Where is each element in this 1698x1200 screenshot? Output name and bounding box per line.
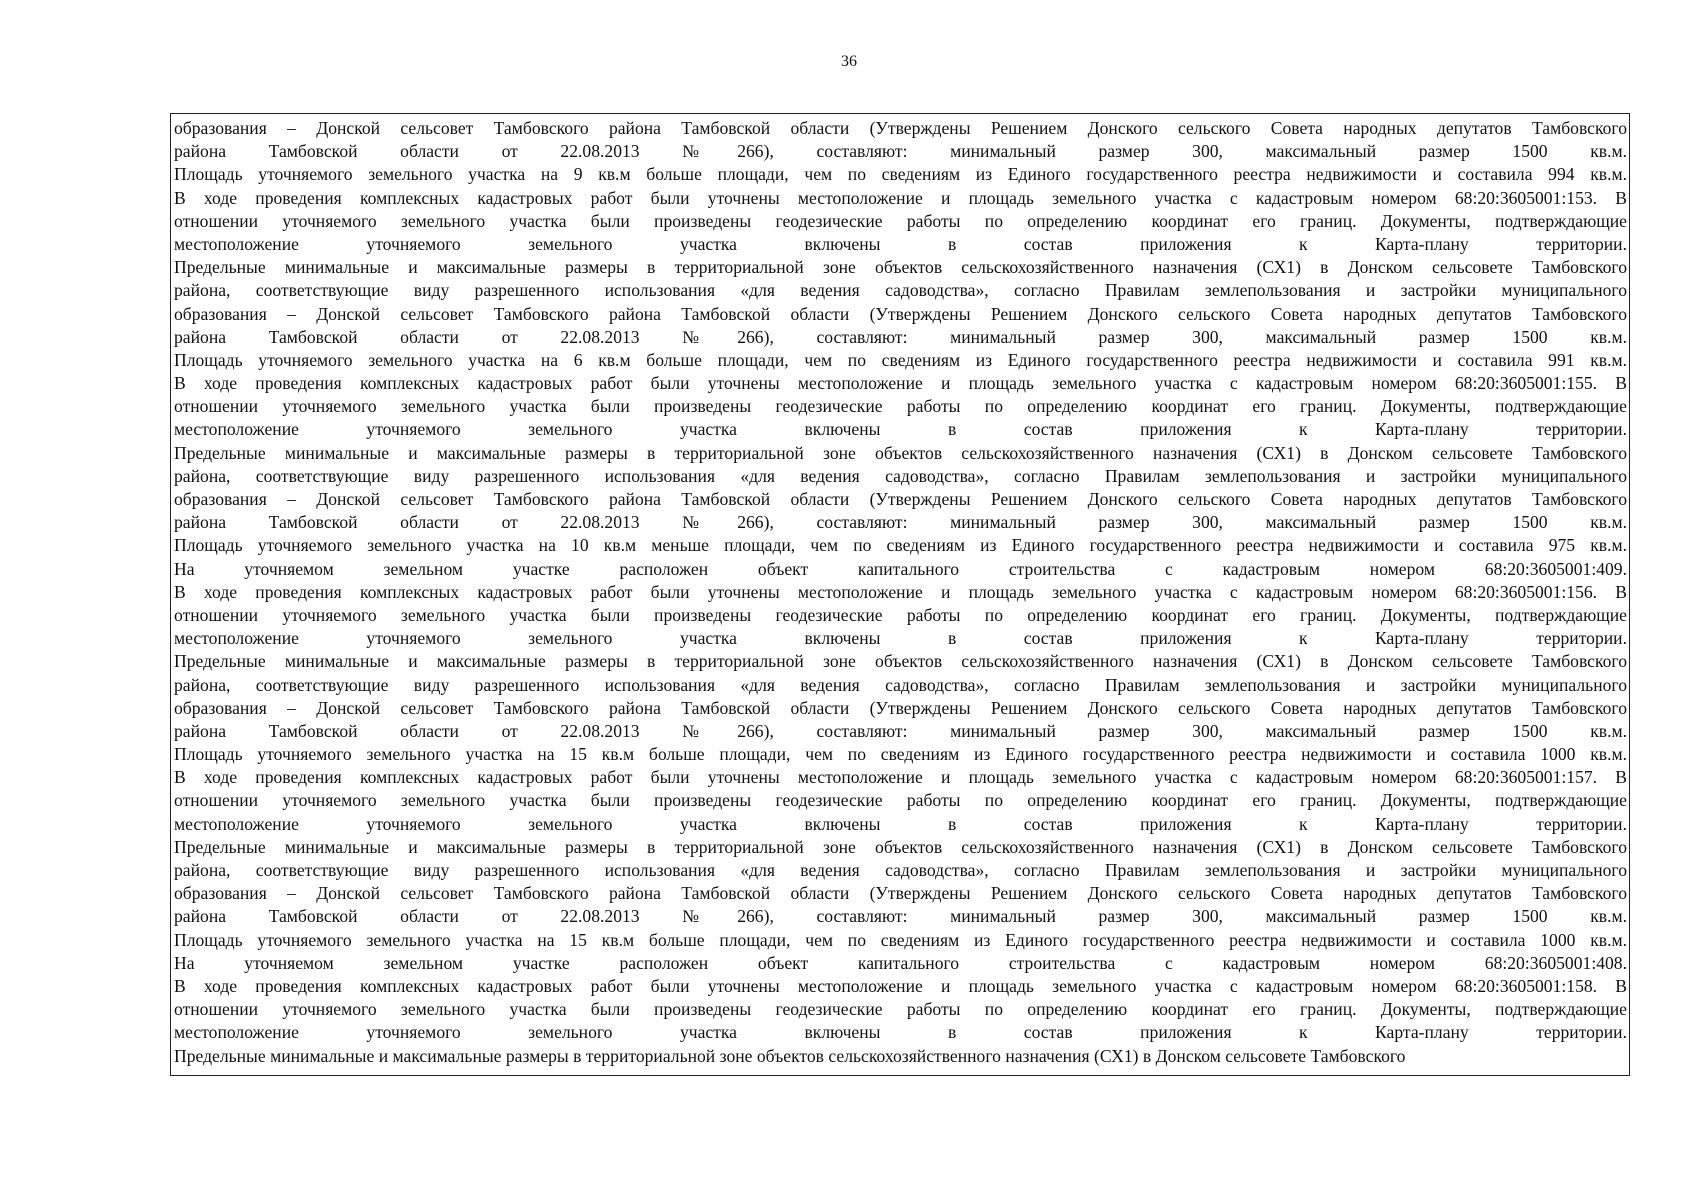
- text-line: На уточняемом земельном участке расположен объект капитального строительства с кадастровым номером 68:20:3605001:408.: [174, 952, 1627, 973]
- text-line: Площадь уточняемого земельного участка на 6 кв.м больше площади, чем по сведениям из Единого государственного реестра недвижимости и составила 991 кв.м.: [174, 349, 1627, 370]
- text-line: образования – Донской сельсовет Тамбовского района Тамбовской области (Утверждены Решением Донского сельского Совета народных депутатов Тамбовского: [174, 883, 1627, 904]
- page-number: 36: [841, 53, 857, 70]
- text-line: местоположение уточняемого земельного участка включены в состав приложения к Карта-плану территории.: [174, 419, 1627, 440]
- text-line: района, соответствующие виду разрешенного использования «для ведения садоводства», согласно Правилам землепользования и застройки муниципального: [174, 465, 1627, 486]
- text-line: образования – Донской сельсовет Тамбовского района Тамбовской области (Утверждены Решением Донского сельского Совета народных депутатов Тамбовского: [174, 697, 1627, 718]
- text-line: местоположение уточняемого земельного участка включены в состав приложения к Карта-плану территории.: [174, 813, 1627, 834]
- text-line: В ходе проведения комплексных кадастровых работ были уточнены местоположение и площадь земельного участка с кадастровым номером 68:20:3605001:156. В: [174, 581, 1627, 602]
- text-line: отношении уточняемого земельного участка были произведены геодезические работы по определению координат его границ. Документы, подтверждающие: [174, 210, 1627, 231]
- document-text-box: [170, 113, 1630, 1076]
- text-line: местоположение уточняемого земельного участка включены в состав приложения к Карта-плану территории.: [174, 233, 1627, 254]
- text-line: Предельные минимальные и максимальные размеры в территориальной зоне объектов сельскохозяйственного назначения (СХ1) в Донском сельсовете Тамбовского: [174, 257, 1627, 278]
- text-line: отношении уточняемого земельного участка были произведены геодезические работы по определению координат его границ. Документы, подтверждающие: [174, 790, 1627, 811]
- text-line: образования – Донской сельсовет Тамбовского района Тамбовской области (Утверждены Решением Донского сельского Совета народных депутатов Тамбовского: [174, 118, 1627, 138]
- text-line: района Тамбовской области от 22.08.2013 №266), составляют: минимальный размер 300, максимальный размер 1500 кв.м.: [174, 326, 1627, 347]
- text-line: Площадь уточняемого земельного участка на 15 кв.м больше площади, чем по сведениям из Единого государственного реестра недвижимости и составила 1000 кв.м.: [174, 929, 1627, 950]
- text-line: В ходе проведения комплексных кадастровых работ были уточнены местоположение и площадь земельного участка с кадастровым номером 68:20:3605001:158. В: [174, 975, 1627, 996]
- text-line: района Тамбовской области от 22.08.2013 №266), составляют: минимальный размер 300, максимальный размер 1500 кв.м.: [174, 512, 1627, 533]
- text-line: отношении уточняемого земельного участка были произведены геодезические работы по определению координат его границ. Документы, подтверждающие: [174, 999, 1627, 1020]
- text-line: района Тамбовской области от 22.08.2013 №266), составляют: минимальный размер 300, максимальный размер 1500 кв.м.: [174, 906, 1627, 927]
- text-line: На уточняемом земельном участке расположен объект капитального строительства с кадастровым номером 68:20:3605001:409.: [174, 558, 1627, 579]
- text-line: Предельные минимальные и максимальные размеры в территориальной зоне объектов сельскохозяйственного назначения (СХ1) в Донском сельсовете Тамбовского: [174, 836, 1627, 857]
- text-line: Предельные минимальные и максимальные размеры в территориальной зоне объектов сельскохозяйственного назначения (СХ1) в Донском сельсовете Тамбовского: [174, 1045, 1406, 1066]
- text-line: местоположение уточняемого земельного участка включены в состав приложения к Карта-плану территории.: [174, 1022, 1627, 1043]
- text-line: В ходе проведения комплексных кадастровых работ были уточнены местоположение и площадь земельного участка с кадастровым номером 68:20:3605001:153. В: [174, 187, 1627, 208]
- text-line: района, соответствующие виду разрешенного использования «для ведения садоводства», согласно Правилам землепользования и застройки муниципального: [174, 674, 1627, 695]
- text-line: района Тамбовской области от 22.08.2013 №266), составляют: минимальный размер 300, максимальный размер 1500 кв.м.: [174, 720, 1627, 741]
- text-line: В ходе проведения комплексных кадастровых работ были уточнены местоположение и площадь земельного участка с кадастровым номером 68:20:3605001:157. В: [174, 767, 1627, 788]
- text-line: района, соответствующие виду разрешенного использования «для ведения садоводства», согласно Правилам землепользования и застройки муниципального: [174, 280, 1627, 301]
- text-line: Площадь уточняемого земельного участка на 15 кв.м больше площади, чем по сведениям из Единого государственного реестра недвижимости и составила 1000 кв.м.: [174, 744, 1627, 765]
- text-line: Площадь уточняемого земельного участка на 9 кв.м больше площади, чем по сведениям из Единого государственного реестра недвижимости и составила 994 кв.м.: [174, 164, 1627, 185]
- text-line: местоположение уточняемого земельного участка включены в состав приложения к Карта-плану территории.: [174, 628, 1627, 649]
- text-line: образования – Донской сельсовет Тамбовского района Тамбовской области (Утверждены Решением Донского сельского Совета народных депутатов Тамбовского: [174, 489, 1627, 509]
- text-line: отношении уточняемого земельного участка были произведены геодезические работы по определению координат его границ. Документы, подтверждающие: [174, 604, 1627, 625]
- text-line: Предельные минимальные и максимальные размеры в территориальной зоне объектов сельскохозяйственного назначения (СХ1) в Донском сельсовете Тамбовского: [174, 442, 1627, 463]
- text-line: района Тамбовской области от 22.08.2013 №266), составляют: минимальный размер 300, максимальный размер 1500 кв.м.: [174, 141, 1627, 162]
- text-line: Площадь уточняемого земельного участка на 10 кв.м меньше площади, чем по сведениям из Единого государственного реестра недвижимости и составила 975 кв.м.: [174, 535, 1627, 556]
- text-line: Предельные минимальные и максимальные размеры в территориальной зоне объектов сельскохозяйственного назначения (СХ1) в Донском сельсовете Тамбовского: [174, 651, 1627, 672]
- text-line: образования – Донской сельсовет Тамбовского района Тамбовской области (Утверждены Решением Донского сельского Совета народных депутатов Тамбовского: [174, 303, 1627, 324]
- text-line: В ходе проведения комплексных кадастровых работ были уточнены местоположение и площадь земельного участка с кадастровым номером 68:20:3605001:155. В: [174, 373, 1627, 394]
- text-line: района, соответствующие виду разрешенного использования «для ведения садоводства», согласно Правилам землепользования и застройки муниципального: [174, 860, 1627, 880]
- text-line: отношении уточняемого земельного участка были произведены геодезические работы по определению координат его границ. Документы, подтверждающие: [174, 396, 1627, 417]
